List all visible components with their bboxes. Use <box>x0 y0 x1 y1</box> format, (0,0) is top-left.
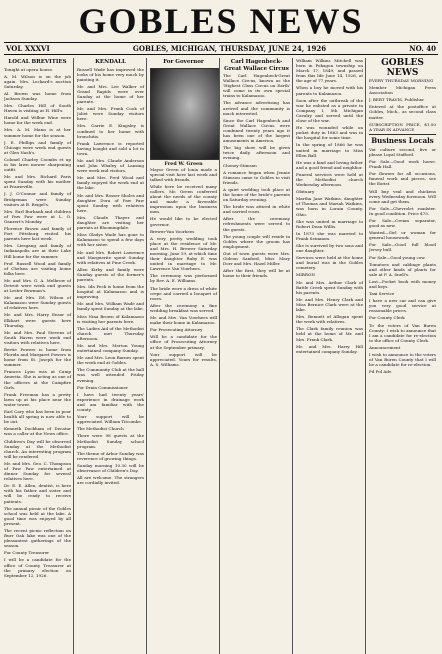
paragraph: The ceremony was performed by Rev. A. E. Williams. <box>150 273 217 284</box>
photo-caption: Fred W. Green <box>164 160 203 167</box>
paragraph: He was wounded while on picket duty in 1863 and was in the hospital for some time. <box>296 125 363 141</box>
column-5 <box>296 58 366 654</box>
column-4 <box>223 58 293 654</box>
paragraph: Martha Jane Watkins, daughter of Thomas and Mariah Watkins, was born in Lorain County, Ohio. <box>296 196 363 217</box>
column-4-body <box>223 73 290 278</box>
column-2 <box>77 58 147 654</box>
paragraph: Allen Kirby and family were Sunday guests of the former's parents. <box>77 266 144 282</box>
masthead-box-lines <box>369 78 436 132</box>
column-2-body <box>77 67 144 486</box>
paragraph: The young couple will reside in Gobles where the groom has employment. <box>223 233 290 249</box>
paragraph: Will buy veal and chickens every Wednesday forenoon. Will come and get them. <box>369 188 436 204</box>
paragraph: Your support will be appreciated. Yours for results, A. S. Williams. <box>150 351 217 367</box>
paragraph: There were 98 guests at the Methodist Sunday school program. <box>77 433 144 449</box>
paragraph: Mr. and Mrs. Paul Stevens of South Haven were week end visitors with relatives here. <box>4 329 71 345</box>
paragraph: For Prosecuting Attorney <box>150 327 203 333</box>
paragraph: The theme of Arbor Sunday was reverence of growing things. <box>77 450 144 461</box>
paragraph: Mr. and Mrs. Arthur Clark of Battle Creek spent Sunday with his parents. <box>296 279 363 295</box>
paragraph: A romance began when Jennie Stimson came to Gobles to visit friends. <box>223 169 290 185</box>
column-1-heading: LOCAL BREVITIES <box>8 59 67 65</box>
paragraph: Mrs. Carrie E. Kingsley is confined to her home with bronchitis. <box>77 123 144 139</box>
paragraph: Mr. and Mrs. Harry Hill entertained company Sunday. <box>296 343 363 354</box>
paragraph: Mrs. Bennett of Allegan spent the week with relatives. <box>296 314 363 325</box>
column-3 <box>150 58 220 654</box>
paragraph: Bertie Powers is home from Florida and Margaret Powers is home from St. Joseph for the summer. <box>4 347 71 368</box>
paragraph: Soon after the outbreak of the war he enlisted as a private in Company I, 5th Michigan Cavalry and served until the close of the war. <box>296 97 363 124</box>
column-5-body <box>296 58 363 354</box>
paragraph: Obituary <box>296 189 315 195</box>
paragraph: The Carl Hagenbeck-Great Wallace Circus, known as the 'Highest Class Circus on Earth' will come in its own special trains to Kalamazoo. <box>223 73 290 99</box>
paragraph: She was united in marriage to Robert Dean Willis. <box>296 218 363 229</box>
paragraph: MIRRON <box>296 272 315 278</box>
paragraph: Entered at the postoffice at Gobles, Mich., as second class matter. <box>369 104 436 120</box>
paragraph: Mr. and Mrs. Ed. Wilson of Kalamazoo were Sunday guests of relatives here. <box>4 295 71 311</box>
paragraph: Miss Nina Brown of Kalamazoo is visiting her parents here. <box>77 313 144 324</box>
paragraph: Al. Brown was home from Jackson Sunday. <box>4 90 71 101</box>
paragraph: Frank Freeman has a pretty lawn up at his place near the water tower. <box>4 391 71 407</box>
paragraph: I have had twenty years' experience in drainage work and am familiar with the county. <box>77 391 144 413</box>
paragraph: Florence Brown and family of Fort Pittsburg visited his parents here last week. <box>4 226 71 242</box>
paragraph: Mr. and Mrs. Lee Walker of Grand Rapids were over Sunday at the home of her parents. <box>77 83 144 105</box>
paragraph: William Wilkins Mitchell was born in Pokagon township on March 17, 1849, and passed from this life June 14, 1926, at the age of 77 years. <box>296 58 363 84</box>
paragraph: Vat culture second, five or please Loyal Stafford. <box>369 146 436 157</box>
paragraph: A. M. Wilson is on the job again. Mrs. Lockard's auction Saturday. <box>4 73 71 89</box>
paragraph: For Sale—Good young cow. <box>369 254 426 260</box>
paragraph: Mr. and Mrs. Geo. C. Thompson of Paw Paw entertained at dinner Sunday for several relatives here. <box>4 460 71 482</box>
paragraph: For Sale—Chevrolet roadster. In good condition. Price $75. <box>369 205 436 216</box>
divider <box>369 134 436 135</box>
issue-number: NO. 40 <box>409 44 436 53</box>
candidate-photo <box>150 68 220 160</box>
paragraph: Tonight at opera house. <box>4 66 54 72</box>
paragraph: Harold and Wilbur Wine were home for the week end. <box>4 115 71 126</box>
paragraph: Taxi Service <box>369 291 395 297</box>
paragraph: Will be a candidate for the office of Prosecuting Attorney at the September primary. <box>150 334 217 350</box>
paragraph: Member Michigan Press Association <box>369 85 436 96</box>
column-1 <box>4 58 74 654</box>
business-locals-body <box>369 147 436 375</box>
paragraph: Mr. and Mrs. Robert Lawrence and Marguerite spent Sunday with relatives at Pine Creek. <box>77 249 144 265</box>
paragraph: Frances Lyon was at Camp Amerita. She is acting as one of the officers at the Campfire Girls. <box>4 369 71 390</box>
paragraph: The bride was attired in white and carried roses. <box>223 204 290 215</box>
column-1-body <box>4 67 71 578</box>
paragraph: Russell Wade has improved the looks of his home very much by painting it. <box>77 66 144 82</box>
paragraph: A quiet wedding took place at the home of the bride's parents on Saturday evening. <box>223 186 290 203</box>
paragraph: All are welcome. The strangers are cordially invited. <box>77 475 144 486</box>
paragraph: The Ladies Aid of the Methodist church met Thursday afternoon. <box>77 325 144 341</box>
paragraph: Your support will be appreciated. William Titcombe. <box>77 414 144 425</box>
paragraph: Tomatoes and cabbage plants and other kinds of plants for sale at F. A. Snell's. <box>369 261 436 277</box>
paragraph: Mr. and Mrs. Fred Wood and family enjoyed the week end at the lake. <box>77 175 144 191</box>
paragraph: When a boy he moved with his parents to Kalamazoo. <box>296 85 363 96</box>
paragraph: EVERY THURSDAY MORNING <box>369 78 434 83</box>
paragraph: The bride wore a dress of white crepe and carried a bouquet of roses. <box>150 285 217 301</box>
paragraph: He was a kind and loving father and a good friend and neighbor. <box>296 159 363 170</box>
paragraph: In 1873 she was married to Frank Seimmon. <box>296 230 363 241</box>
paragraph: The advance advertising has arrived and the community is much interested. <box>223 100 290 116</box>
paragraph: He would like to be elected governor. <box>150 216 217 227</box>
paragraph: For Drain Commissioner <box>77 384 128 390</box>
column-4-heading: Carl Hagenbeck-Great Wallace Circus <box>224 59 289 72</box>
paragraph: J. E. Phillips and family of Chicago were week end guests at Glen Nash's. <box>4 139 71 155</box>
paragraph: Prof. Russell Wood and family of Chelsea are visiting home folks here. <box>4 260 71 276</box>
paragraph: Wanted—Girl or woman for general housework. <box>369 230 436 241</box>
paragraph: Announcement <box>369 344 401 350</box>
paragraph: The big show will be given twice daily, afternoon and evening. <box>223 145 290 161</box>
paragraph: For Sale—Good work horse. Frank Hall. <box>369 159 436 170</box>
paragraph: J. BERT TRAVIS, Publisher <box>369 97 425 103</box>
paragraph: Frank Lawrence is reported having bought and sold a lot in town. <box>77 140 144 156</box>
paragraph: Mr. and Mrs. Leon Barnes spent the week end at Gobles. <box>77 355 144 366</box>
paragraph: After the ceremony refreshments were served to the guests. <box>223 216 290 232</box>
paragraph: The Clark family reunion was held at the home of Mr. and Mrs. Frank Clark. <box>296 326 363 342</box>
paragraph: I wish to announce to the voters of Van Buren County that I will be a candidate for re-election. <box>369 352 436 368</box>
paragraph: Funeral services were held at the Methodist church Wednesday afternoon. <box>296 171 363 188</box>
column-3-body <box>150 167 217 367</box>
paragraph: Mr. and Mrs. G. A. Melbrow of Detroit were week end guests at Lester Bowman's. <box>4 277 71 294</box>
volume-label: VOL XXXVI <box>6 44 50 53</box>
paragraph: I have a new car and can give you very good service at reasonable prices. <box>369 298 436 314</box>
paragraph: For Sale—Cream separator, good as new. <box>369 217 436 229</box>
paragraph: Mrs. Claude Thayer and daughter are visiting her parents at Bloomingdale. <box>77 214 144 231</box>
paragraph: Mrs. Ida Peck is home from the hospital at Kalamazoo and is improving. <box>77 284 144 300</box>
paragraph: Out of town guests were Mrs. Gideon Sanford, Miss Mary Dorr and Mrs. Hazel Miller. <box>223 250 290 267</box>
paragraph: Mr. and Mrs. Rosser Sholes and daughter Dora of Paw Paw spent Sunday with relatives here. <box>77 192 144 213</box>
paragraph: SUBSCRIPTION PRICE, $1.50 A YEAR IN ADVANCE <box>369 121 436 132</box>
paragraph: Mayor Green of Ionia made a special visit here last week and talked with friends. <box>150 166 217 182</box>
paragraph: Brewer-Van Voorhees <box>150 228 195 234</box>
paragraph: Mr. and Mrs. Henry Clark and Miss Bernice Clark were at the lake. <box>296 296 363 313</box>
paragraph: Mrs. Earl Burbank and children of Paw Paw were at L. O. Ganzert's Monday. <box>4 208 71 224</box>
paragraph: Colonel Charley Coombs et up in his lawn mower sharpening outfit. <box>4 156 71 173</box>
paragraph: While here he received many callers. Mr. Green conferred about the needs of the county and made a favorable impression upon the business men. <box>150 183 217 215</box>
paragraph: Pd Pol Adv. <box>369 369 393 375</box>
paragraph: Cheney-Stimson <box>223 162 257 168</box>
paragraph: Lost—Pocket book with money and keys. <box>369 278 436 289</box>
paragraph: Children's Day will be observed Sunday at the Methodist church. An interesting program will be rendered. <box>4 438 71 459</box>
paragraph: After the first, they will be at home to their friends. <box>223 268 290 279</box>
paragraph: Mr. and Mrs. William Wade and family spent Sunday at the lake. <box>77 301 144 312</box>
paragraph: Mr. and Mrs. Van Voorhees will make their home in Kalamazoo. <box>150 315 217 326</box>
paragraph: A very pretty wedding took place at the residence of Mr. and Mrs. H. Brewer Saturday morning, June 19, at which time their daughter Ruby E. was united in marriage to Mr. Lawrence Van Voorhees. <box>150 235 217 272</box>
column-3-heading: For Governor <box>163 59 204 65</box>
paragraph: Mr. and Mrs. Richard Paris spent Sunday with his mother at Prairieville. <box>4 174 71 190</box>
paragraph: Since the Carl Hagenbeck and Great Wallace Circus were combined twenty years ago it has been one of the largest amusements in America. <box>223 117 290 144</box>
column-2-heading: KENDALL <box>95 59 126 65</box>
masthead-box-title: GOBLES NEWS <box>381 58 424 78</box>
paragraph: Mrs. Charles Hill of South Haven is visiting at H. Hill's. <box>4 103 71 114</box>
paragraph: Mr. and Mrs. Harry Ensor of Elkhart were guests here Thursday. <box>4 312 71 328</box>
paragraph: To the voters of Van Buren County: I wish to announce that I am a candidate for re-election to the office of County Clerk. <box>369 322 436 343</box>
paragraph: Miss Gladys Wade has gone to Kalamazoo to spend a few days with her sister. <box>77 232 144 248</box>
paragraph: For County Clerk <box>369 315 405 321</box>
paragraph: Services were held at the home and burial was in the Gobles cemetery. <box>296 255 363 271</box>
paragraph: After the ceremony a fine wedding breakfast was served. <box>150 302 217 313</box>
columns <box>4 58 438 654</box>
paragraph: Mrs. Liesgang and family of Indianapolis are at their Lake Hill home for the summer. <box>4 243 71 259</box>
paragraph: The annual picnic of the Gobles school was held at the lake. A good time was enjoyed by all present. <box>4 505 71 526</box>
paragraph: The recent picnic reflection on Burr Oak lake was one of the pleasantest gatherings of the season. <box>4 528 71 549</box>
paragraph: She is survived by two sons and one daughter. <box>296 243 363 254</box>
place-date: GOBLES, MICHIGAN, THURSDAY, JUNE 24, 1926 <box>132 44 327 53</box>
paragraph: J. J. O'Connor and family of Bridgeman were Sunday visitors at B. Reigel's. <box>4 191 71 207</box>
business-locals-heading: Business Locals <box>371 135 434 145</box>
masthead-title: GOBLES NEWS <box>78 1 364 41</box>
paragraph: Mr. and Mrs. Frank Cook of Joliet were Sunday visitors here. <box>77 106 144 122</box>
paragraph: I will be a candidate for the office of County Treasurer at the primary election on September 12, 1926. <box>4 557 71 578</box>
paragraph: Mr. and Mrs. Claude Anderson and John Whaley of Lansing were week end visitors. <box>77 158 144 174</box>
dateline <box>4 42 438 55</box>
column-6 <box>369 58 438 654</box>
paragraph: For Sale—Good full blood Jersey bull. <box>369 242 436 253</box>
paragraph: Mrs. A. M. Mann is at her summer home for the season. <box>4 127 71 138</box>
paragraph: In the spring of 1866 he was united in marriage to Miss Ellen Ball. <box>296 142 363 158</box>
paragraph: Kenneth Dockham of Decatur was a caller at the News office. <box>4 426 71 437</box>
paragraph: The Community Club at the hall was well attended Friday evening. <box>77 367 144 383</box>
paragraph: Dr. E. E. Allen, dentist, is here with his father and sister and will be ready to receive patients. <box>4 483 71 504</box>
paragraph: Earl Cary who has been in poor health all spring is now able to be out. <box>4 409 71 425</box>
paragraph: Sunday morning 10.30 will be observance of Children's Day. <box>77 462 144 473</box>
paragraph: For County Treasurer <box>4 550 50 556</box>
paragraph: The Methodist Church <box>77 426 124 432</box>
paragraph: For flowers for all occasions, funeral work and pieces, see the florist. <box>369 171 436 187</box>
paragraph: Mr. and Mrs. Merton Young entertained company Sunday. <box>77 343 144 354</box>
